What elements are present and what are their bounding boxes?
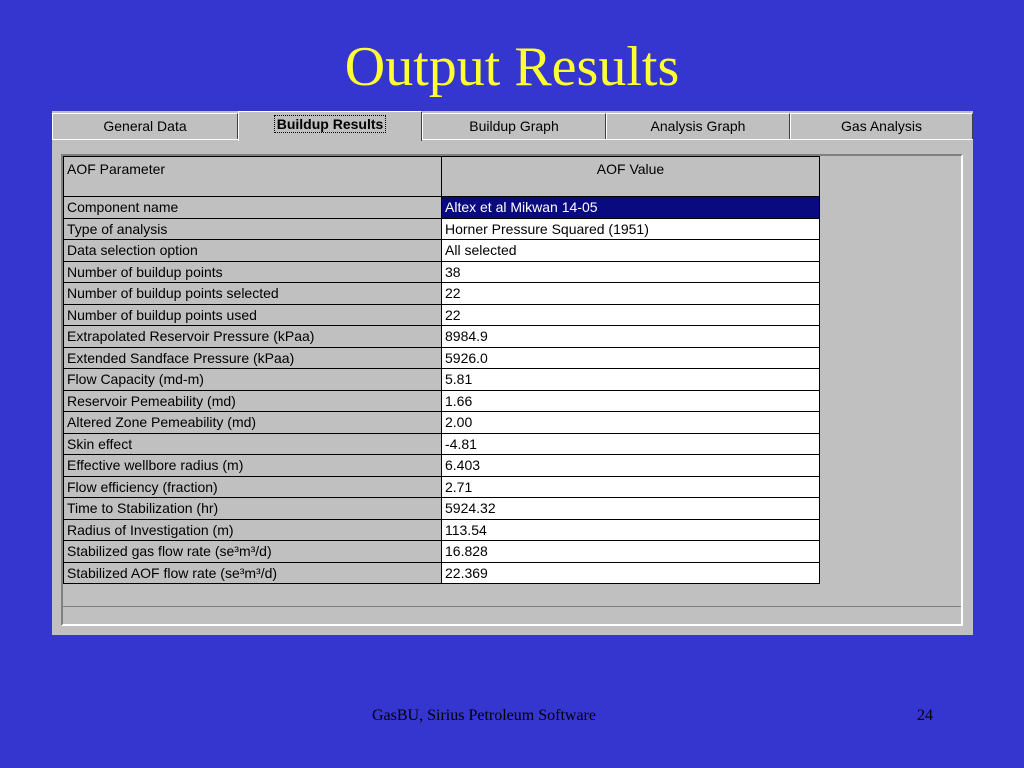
parameter-cell: Component name bbox=[64, 197, 442, 219]
results-window bbox=[52, 111, 973, 635]
table-row[interactable] bbox=[64, 369, 820, 391]
results-table bbox=[63, 156, 820, 584]
page-number: 24 bbox=[917, 707, 933, 724]
tab-general-data[interactable] bbox=[52, 113, 238, 139]
table-row[interactable] bbox=[64, 197, 820, 219]
parameter-cell: Flow Capacity (md-m) bbox=[64, 369, 442, 391]
parameter-cell: Time to Stabilization (hr) bbox=[64, 498, 442, 520]
tab-divider bbox=[52, 139, 973, 140]
tab-bar bbox=[52, 111, 973, 139]
parameter-cell: Number of buildup points used bbox=[64, 304, 442, 326]
table-header-row bbox=[64, 157, 820, 197]
tab-label: Analysis Graph bbox=[650, 118, 746, 134]
value-cell[interactable]: Horner Pressure Squared (1951) bbox=[442, 218, 820, 240]
parameter-cell: Data selection option bbox=[64, 240, 442, 262]
column-header-parameter: AOF Parameter bbox=[64, 157, 442, 197]
table-row[interactable] bbox=[64, 476, 820, 498]
slide-title: Output Results bbox=[344, 36, 680, 98]
column-header-value: AOF Value bbox=[442, 157, 820, 197]
tab-label: Buildup Results bbox=[274, 115, 387, 133]
table-row[interactable] bbox=[64, 304, 820, 326]
grid-bottom-divider bbox=[63, 606, 961, 607]
table-row[interactable] bbox=[64, 283, 820, 305]
table-row[interactable] bbox=[64, 240, 820, 262]
tab-label: Gas Analysis bbox=[841, 118, 922, 134]
table-row[interactable] bbox=[64, 218, 820, 240]
value-cell[interactable]: 8984.9 bbox=[442, 326, 820, 348]
parameter-cell: Skin effect bbox=[64, 433, 442, 455]
parameter-cell: Number of buildup points selected bbox=[64, 283, 442, 305]
value-cell[interactable]: 22 bbox=[442, 283, 820, 305]
value-cell[interactable]: 5924.32 bbox=[442, 498, 820, 520]
table-row[interactable] bbox=[64, 326, 820, 348]
table-row[interactable] bbox=[64, 498, 820, 520]
parameter-cell: Effective wellbore radius (m) bbox=[64, 455, 442, 477]
table-row[interactable] bbox=[64, 519, 820, 541]
value-cell[interactable]: 22.369 bbox=[442, 562, 820, 584]
tab-buildup-results[interactable] bbox=[238, 111, 422, 141]
value-cell[interactable]: 6.403 bbox=[442, 455, 820, 477]
value-cell[interactable]: 5.81 bbox=[442, 369, 820, 391]
parameter-cell: Altered Zone Pemeability (md) bbox=[64, 412, 442, 434]
table-row[interactable] bbox=[64, 455, 820, 477]
table-row[interactable] bbox=[64, 390, 820, 412]
tab-gas-analysis[interactable] bbox=[790, 113, 973, 139]
tab-analysis-graph[interactable] bbox=[606, 113, 790, 139]
parameter-cell: Type of analysis bbox=[64, 218, 442, 240]
value-cell[interactable]: -4.81 bbox=[442, 433, 820, 455]
table-row[interactable] bbox=[64, 562, 820, 584]
table-row[interactable] bbox=[64, 541, 820, 563]
value-cell[interactable]: 16.828 bbox=[442, 541, 820, 563]
value-cell[interactable]: 113.54 bbox=[442, 519, 820, 541]
table-row[interactable] bbox=[64, 347, 820, 369]
parameter-cell: Extended Sandface Pressure (kPaa) bbox=[64, 347, 442, 369]
tab-label: Buildup Graph bbox=[469, 118, 559, 134]
table-row[interactable] bbox=[64, 412, 820, 434]
parameter-cell: Number of buildup points bbox=[64, 261, 442, 283]
parameter-cell: Flow efficiency (fraction) bbox=[64, 476, 442, 498]
value-cell[interactable]: Altex et al Mikwan 14-05 bbox=[442, 197, 820, 219]
tab-label: General Data bbox=[103, 118, 187, 134]
footer-credit: GasBU, Sirius Petroleum Software bbox=[372, 707, 596, 724]
value-cell[interactable]: All selected bbox=[442, 240, 820, 262]
results-panel bbox=[61, 154, 963, 626]
value-cell[interactable]: 5926.0 bbox=[442, 347, 820, 369]
tab-buildup-graph[interactable] bbox=[422, 113, 606, 139]
value-cell[interactable]: 2.00 bbox=[442, 412, 820, 434]
table-row[interactable] bbox=[64, 433, 820, 455]
value-cell[interactable]: 38 bbox=[442, 261, 820, 283]
parameter-cell: Reservoir Pemeability (md) bbox=[64, 390, 442, 412]
value-cell[interactable]: 22 bbox=[442, 304, 820, 326]
table-row[interactable] bbox=[64, 261, 820, 283]
parameter-cell: Extrapolated Reservoir Pressure (kPaa) bbox=[64, 326, 442, 348]
value-cell[interactable]: 2.71 bbox=[442, 476, 820, 498]
parameter-cell: Stabilized gas flow rate (se³m³/d) bbox=[64, 541, 442, 563]
parameter-cell: Stabilized AOF flow rate (se³m³/d) bbox=[64, 562, 442, 584]
value-cell[interactable]: 1.66 bbox=[442, 390, 820, 412]
parameter-cell: Radius of Investigation (m) bbox=[64, 519, 442, 541]
